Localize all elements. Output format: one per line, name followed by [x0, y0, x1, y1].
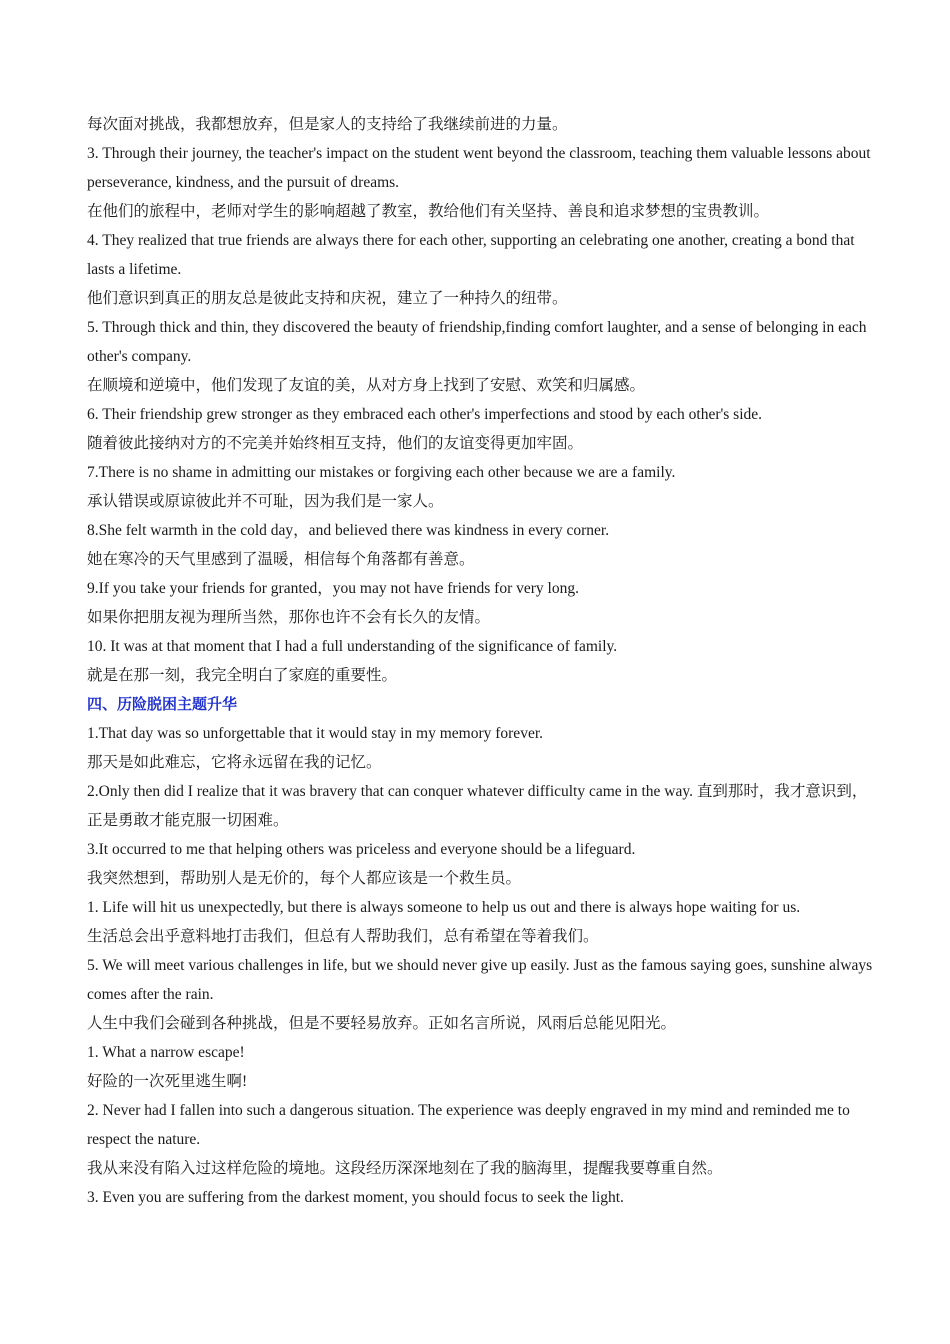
text-line: 她在寒冷的天气里感到了温暖，相信每个角落都有善意。 [87, 551, 475, 568]
text-line: 5. We will meet various challenges in life, but we should never give up easily. Just as the famous saying goes, sunshine always comes after the rain. [87, 957, 873, 1003]
text-line: 如果你把朋友视为理所当然，那你也许不会有长久的友情。 [87, 609, 491, 626]
text-line: 9.If you take your friends for granted，you may not have friends for very long. [87, 580, 579, 597]
section-heading: 四、历险脱困主题升华 [87, 695, 238, 713]
text-line: 4. They realized that true friends are always there for each other, supporting an celebrating one another, creating a bond that lasts a lifetime. [87, 232, 855, 278]
text-line: 每次面对挑战，我都想放弃，但是家人的支持给了我继续前进的力量。 [87, 116, 568, 133]
text-line: 承认错误或原谅彼此并不可耻，因为我们是一家人。 [87, 493, 444, 510]
text-line: 1. Life will hit us unexpectedly, but there is always someone to help us out and there is always hope waiting for us. [87, 899, 801, 916]
text-line: 1.That day was so unforgettable that it would stay in my memory forever. [87, 725, 544, 742]
text-line: 我从来没有陷入过这样危险的境地。这段经历深深地刻在了我的脑海里，提醒我要尊重自然。 [87, 1160, 723, 1177]
text-line: 3. Through their journey, the teacher's impact on the student went beyond the classroom, teaching them valuable lessons about perseverance, kindness, and the pursuit of dreams. [87, 145, 871, 191]
text-line: 在他们的旅程中，老师对学生的影响超越了教室，教给他们有关坚持、善良和追求梦想的宝贵教训。 [87, 203, 770, 220]
text-line: 8.She felt warmth in the cold day，and believed there was kindness in every corner. [87, 522, 610, 539]
text-line: 10. It was at that moment that I had a full understanding of the significance of family. [87, 638, 618, 655]
text-line: 人生中我们会碰到各种挑战，但是不要轻易放弃。正如名言所说，风雨后总能见阳光。 [87, 1015, 677, 1032]
text-line: 1. What a narrow escape! [87, 1044, 245, 1061]
text-line: 生活总会出乎意料地打击我们，但总有人帮助我们，总有希望在等着我们。 [87, 928, 599, 945]
text-line: 3. Even you are suffering from the darkest moment, you should focus to seek the light. [87, 1189, 624, 1206]
text-line: 2. Never had I fallen into such a dangerous situation. The experience was deeply engraved in my mind and reminded me to respect the nature. [87, 1102, 850, 1148]
text-line: 2.Only then did I realize that it was bravery that can conquer whatever difficulty came in the way. 直到那时，我才意识到，正是勇敢才能克服一切困难。 [87, 783, 868, 829]
text-line: 在顺境和逆境中，他们发现了友谊的美，从对方身上找到了安慰、欢笑和归属感。 [87, 377, 646, 394]
text-line: 7.There is no shame in admitting our mistakes or forgiving each other because we are a family. [87, 464, 676, 481]
text-line: 随着彼此接纳对方的不完美并始终相互支持，他们的友谊变得更加牢固。 [87, 435, 584, 452]
text-line: 他们意识到真正的朋友总是彼此支持和庆祝，建立了一种持久的纽带。 [87, 290, 568, 307]
text-line: 那天是如此难忘，它将永远留在我的记忆。 [87, 754, 382, 771]
text-line: 就是在那一刻，我完全明白了家庭的重要性。 [87, 667, 398, 684]
text-line: 好险的一次死里逃生啊! [87, 1073, 248, 1090]
text-line: 3.It occurred to me that helping others was priceless and everyone should be a lifeguard. [87, 841, 636, 858]
text-line: 6. Their friendship grew stronger as they embraced each other's imperfections and stood by each other's side. [87, 406, 763, 423]
text-line: 5. Through thick and thin, they discovered the beauty of friendship,finding comfort laughter, and a sense of belonging in each other's company. [87, 319, 867, 365]
document-body [87, 110, 877, 1212]
text-line: 我突然想到，帮助别人是无价的，每个人都应该是一个救生员。 [87, 870, 522, 887]
